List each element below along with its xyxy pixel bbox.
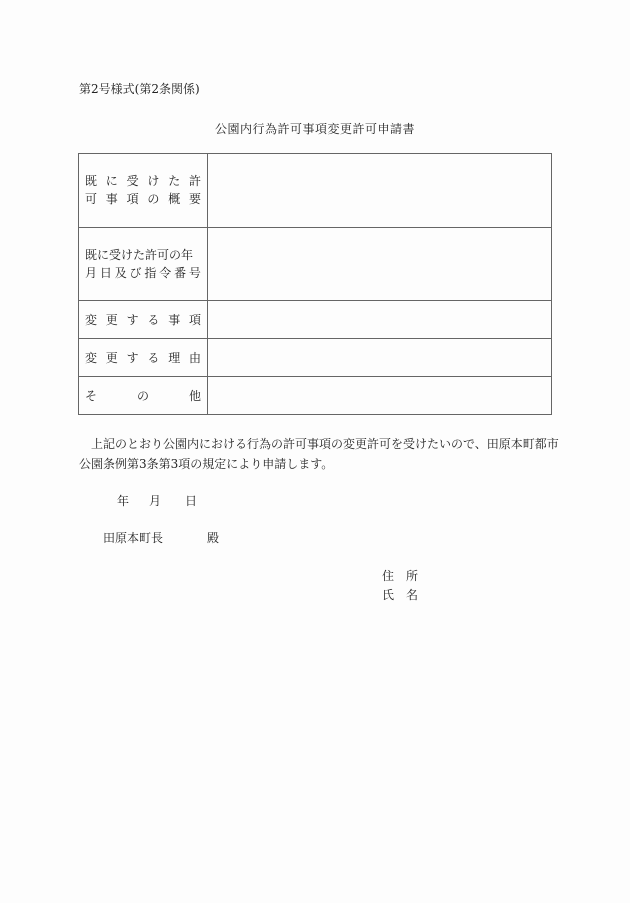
table-row-other xyxy=(79,377,552,415)
label-char: け xyxy=(147,174,160,189)
label-char: す xyxy=(126,350,139,365)
form-number: 第2号様式(第2条関係) xyxy=(79,82,200,96)
label-char: 受 xyxy=(126,174,139,189)
label-permit-date-number xyxy=(79,227,208,301)
label-other xyxy=(79,377,208,415)
label-char: 他 xyxy=(188,388,201,403)
statement-line-2: 公園条例第3条第3項の規定により申請します。 xyxy=(79,457,334,471)
label-char: る xyxy=(147,312,160,327)
addressee-honorific: 殿 xyxy=(207,531,220,545)
label-char: 変 xyxy=(85,312,98,327)
label-char: 理 xyxy=(168,350,181,365)
application-table xyxy=(78,153,552,415)
label-char: 指 xyxy=(144,266,157,281)
label-char: 由 xyxy=(188,350,201,365)
date-month-label: 月 xyxy=(149,494,162,508)
label-permit-summary xyxy=(79,154,208,228)
table-row-change-items xyxy=(79,301,552,339)
applicant-name-label: 氏 名 xyxy=(382,588,419,602)
field-change-reason[interactable] xyxy=(208,339,552,377)
addressee-name: 田原本町長 xyxy=(103,531,164,545)
label-char: 更 xyxy=(105,350,118,365)
label-char: 概 xyxy=(168,192,181,207)
date-year-label: 年 xyxy=(117,494,130,508)
label-char: 更 xyxy=(105,312,118,327)
table-row-permit-date-number xyxy=(79,227,552,301)
label-char: 可 xyxy=(85,192,98,207)
table-row-permit-summary xyxy=(79,154,552,228)
label-change-items xyxy=(79,301,208,339)
label-char: 事 xyxy=(168,312,181,327)
date-day-label: 日 xyxy=(185,494,198,508)
label-char: る xyxy=(147,350,160,365)
label-char: 番 xyxy=(174,266,187,281)
label-char: 既 xyxy=(85,174,98,189)
label-char: 項 xyxy=(126,192,139,207)
label-char: 号 xyxy=(188,266,201,281)
label-char: 既に受けた許可の年 xyxy=(85,248,194,263)
table-row-change-reason xyxy=(79,339,552,377)
label-change-reason xyxy=(79,339,208,377)
label-char: た xyxy=(168,174,181,189)
field-change-items[interactable] xyxy=(208,301,552,339)
label-char: 月 xyxy=(85,266,98,281)
field-permit-summary[interactable] xyxy=(208,154,552,228)
label-char: 要 xyxy=(188,192,201,207)
label-char: 令 xyxy=(159,266,172,281)
label-char: の xyxy=(147,192,160,207)
applicant-address-label: 住 所 xyxy=(382,569,419,583)
label-char: の xyxy=(136,388,149,403)
statement-line-1: 上記のとおり公園内における行為の許可事項の変更許可を受けたいので、田原本町都市 xyxy=(91,437,559,451)
field-permit-date-number[interactable] xyxy=(208,227,552,301)
label-char: 変 xyxy=(85,350,98,365)
label-char: そ xyxy=(85,388,98,403)
application-statement xyxy=(79,434,559,474)
label-char: 日 xyxy=(99,266,112,281)
label-char: 項 xyxy=(188,312,201,327)
label-char: す xyxy=(126,312,139,327)
label-char: 事 xyxy=(105,192,118,207)
document-title: 公園内行為許可事項変更許可申請書 xyxy=(214,122,415,136)
label-char: 許 xyxy=(188,174,201,189)
label-char: び xyxy=(129,266,142,281)
field-other[interactable] xyxy=(208,377,552,415)
label-char: 及 xyxy=(114,266,127,281)
label-char: に xyxy=(105,174,118,189)
